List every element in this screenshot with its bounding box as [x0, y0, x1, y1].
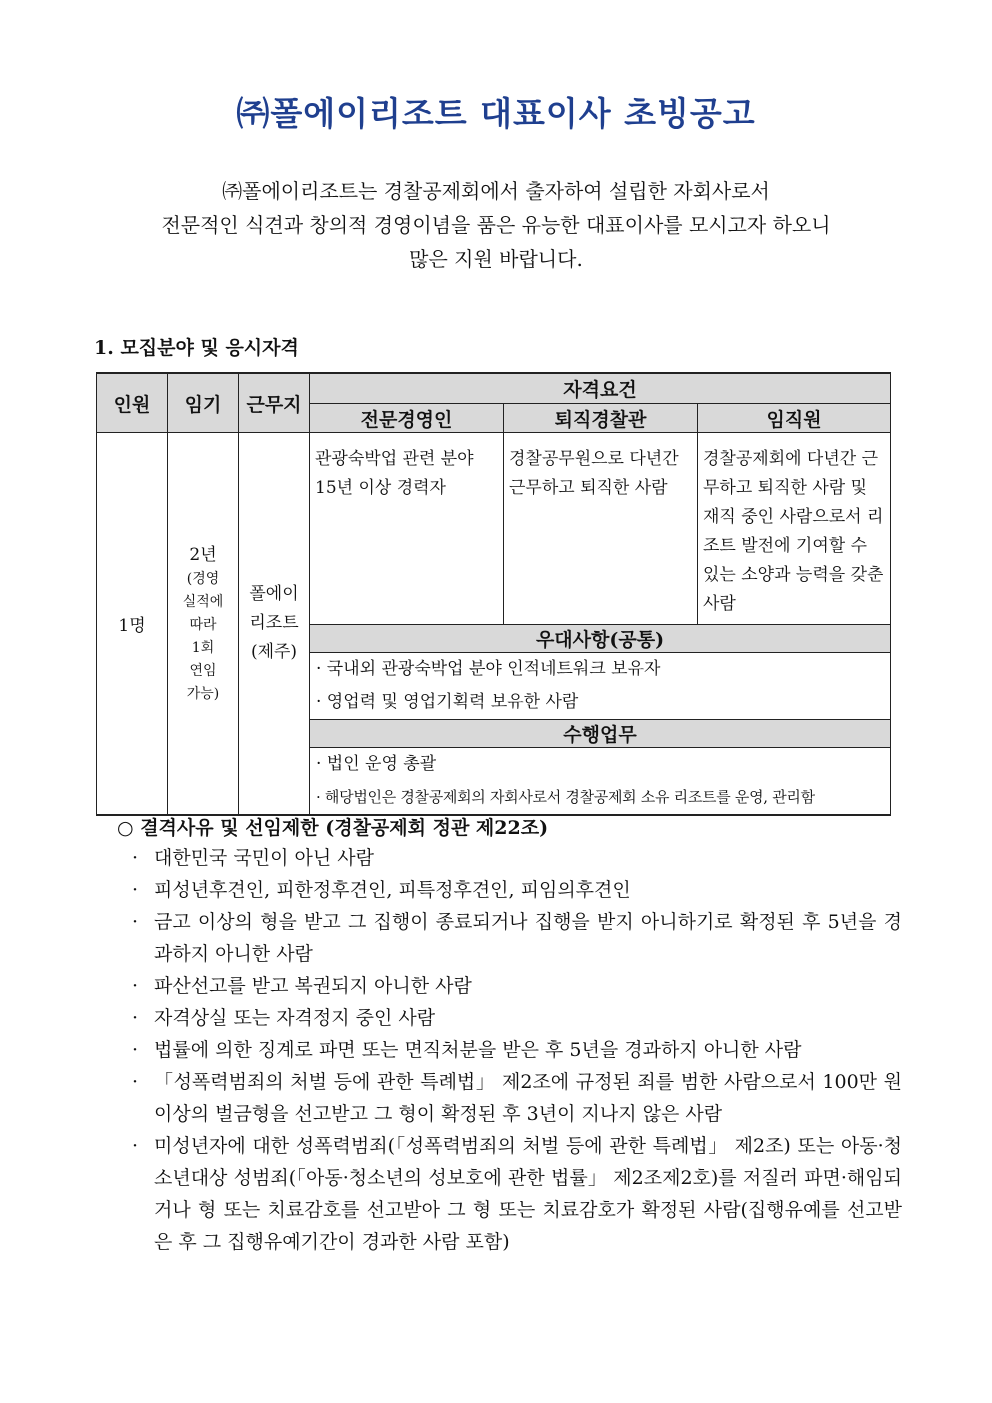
list-item	[132, 1066, 902, 1130]
term-line: 연임	[189, 662, 217, 679]
bullet-dot: ·	[132, 1135, 139, 1157]
bullet-dot: ·	[132, 879, 139, 901]
term-line: (경영	[186, 570, 220, 587]
location-line: 폴에이	[249, 584, 299, 604]
term-line: 가능)	[186, 685, 220, 702]
header-location: 근무지	[239, 373, 310, 433]
list-item	[132, 842, 902, 874]
bullet-dot: ·	[132, 1071, 139, 1093]
list-item-text: 대한민국 국민이 아닌 사람	[154, 847, 375, 869]
bullet-dot: ·	[132, 847, 139, 869]
location-line: 리조트	[249, 613, 299, 633]
term-line: 2년	[189, 544, 217, 565]
list-item	[132, 1002, 902, 1034]
duty-item: · 해당법인은 경찰공제회의 자회사로서 경찰공제회 소유 리조트를 운영, 관리함	[310, 781, 891, 815]
cell-retired-police: 경찰공무원으로 다년간 근무하고 퇴직한 사람	[504, 433, 698, 625]
location-line: (제주)	[250, 642, 298, 662]
header-count: 인원	[97, 373, 168, 433]
intro-paragraph	[0, 174, 992, 276]
header-staff: 임직원	[698, 404, 891, 433]
cell-term	[168, 433, 239, 816]
disqualification-list	[132, 842, 902, 1258]
header-qualifications: 자격요건	[310, 373, 891, 404]
bullet-dot: ·	[132, 911, 139, 933]
cell-professional-manager: 관광숙박업 관련 분야 15년 이상 경력자	[310, 433, 504, 625]
term-line: 1회	[191, 639, 215, 656]
header-term: 임기	[168, 373, 239, 433]
preference-item: · 영업력 및 영업기획력 보유한 사람	[310, 686, 891, 720]
bullet-dot: ·	[132, 1007, 139, 1029]
header-professional-manager: 전문경영인	[310, 404, 504, 433]
section-heading-recruitment: 1. 모집분야 및 응시자격	[94, 337, 299, 359]
bullet-dot: ·	[132, 975, 139, 997]
list-item-text: 미성년자에 대한 성폭력범죄(「성폭력범죄의 처벌 등에 관한 특례법」 제2조) 또는 아동·청소년대상 성범죄(「아동·청소년의 성보호에 관한 법률」 제2조제2호)를 저질러 파면·해임되거나 형 또는 치료감호를 선고받아 그 형 또는 치료감호가 확정된 사람(집행유예를 선고받은 후 그 집행유예기간이 경과한 사람 포함)	[154, 1135, 902, 1253]
list-item-text: 파산선고를 받고 복권되지 아니한 사람	[154, 975, 472, 997]
intro-line: 전문적인 식견과 창의적 경영이념을 품은 유능한 대표이사를 모시고자 하오니	[161, 213, 831, 237]
list-item	[132, 970, 902, 1002]
header-preferences: 우대사항(공통)	[310, 625, 891, 653]
list-item-text: 금고 이상의 형을 받고 그 집행이 종료되거나 집행을 받지 아니하기로 확정된 후 5년을 경과하지 아니한 사람	[154, 911, 902, 965]
list-item	[132, 906, 902, 970]
bullet-dot: ·	[132, 1039, 139, 1061]
list-item	[132, 1130, 902, 1258]
cell-count: 1명	[97, 433, 168, 816]
qualification-table	[96, 372, 891, 816]
list-item-text: 법률에 의한 징계로 파면 또는 면직처분을 받은 후 5년을 경과하지 아니한 사람	[154, 1039, 802, 1061]
list-item	[132, 1034, 902, 1066]
list-item	[132, 874, 902, 906]
cell-location	[239, 433, 310, 816]
page-title: ㈜폴에이리조트 대표이사 초빙공고	[236, 94, 756, 133]
term-line: 따라	[189, 616, 217, 633]
preference-item: · 국내외 관광숙박업 분야 인적네트워크 보유자	[310, 653, 891, 687]
header-duties: 수행업무	[310, 720, 891, 748]
term-line: 실적에	[182, 593, 224, 610]
list-item-text: 자격상실 또는 자격정지 중인 사람	[154, 1007, 436, 1029]
duty-item: · 법인 운영 총괄	[310, 748, 891, 782]
intro-line: 많은 지원 바랍니다.	[409, 247, 583, 271]
intro-line: ㈜폴에이리조트는 경찰공제회에서 출자하여 설립한 자회사로서	[222, 179, 770, 203]
disqualification-heading: ○ 결격사유 및 선임제한 (경찰공제회 정관 제22조)	[117, 817, 549, 839]
list-item-text: 「성폭력범죄의 처벌 등에 관한 특례법」 제2조에 규정된 죄를 범한 사람으로서 100만 원 이상의 벌금형을 선고받고 그 형이 확정된 후 3년이 지나지 않은 사람	[154, 1071, 902, 1125]
cell-staff: 경찰공제회에 다년간 근무하고 퇴직한 사람 및 재직 중인 사람으로서 리조트 발전에 기여할 수 있는 소양과 능력을 갖춘 사람	[698, 433, 891, 625]
header-retired-police: 퇴직경찰관	[504, 404, 698, 433]
list-item-text: 피성년후견인, 피한정후견인, 피특정후견인, 피임의후견인	[154, 879, 631, 901]
